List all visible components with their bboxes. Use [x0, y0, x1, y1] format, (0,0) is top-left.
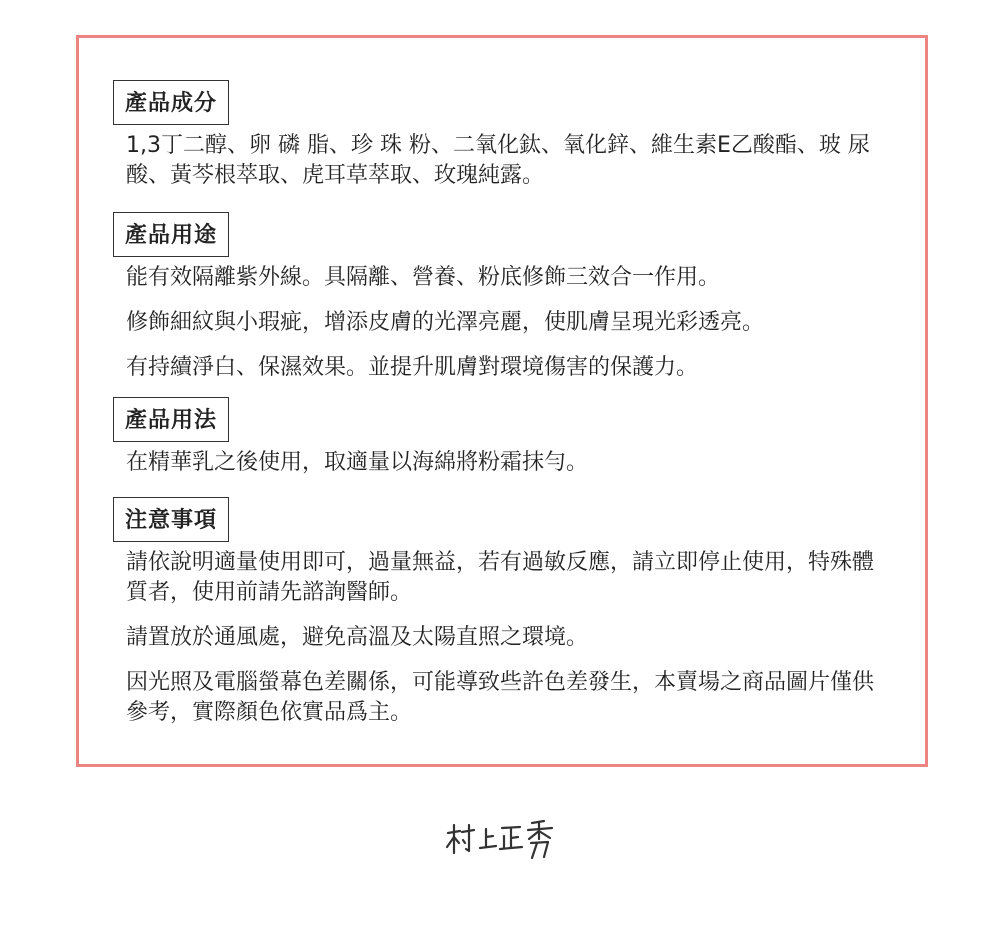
paragraph: 1,3丁二醇、卵 磷 脂、珍 珠 粉、二氧化鈦、氧化鋅、維生素E乙酸酯、玻 尿 酸、黃芩根萃取、虎耳草萃取、玫瑰純露。 [126, 133, 870, 188]
paragraph: 修飾細紋與小瑕疵，增添皮膚的光澤亮麗，使肌膚呈現光彩透亮。 [126, 310, 765, 335]
section-heading: 產品用途 [113, 212, 229, 257]
section-ingredients [113, 80, 893, 191]
section-body [126, 548, 886, 728]
paragraph: 請置放於通風處，避免高溫及太陽直照之環境。 [126, 625, 589, 650]
section-directions [113, 397, 893, 478]
section-body [126, 448, 886, 478]
paragraph: 能有效隔離紫外線。具隔離、營養、粉底修飾三效合一作用。 [126, 265, 721, 290]
section-heading: 產品用法 [113, 397, 229, 442]
section-body [126, 131, 886, 191]
paragraph: 請依說明適量使用即可，過量無益，若有過敏反應，請立即停止使用，特殊體質者，使用前請先諮詢醫師。 [126, 550, 875, 605]
section-precautions [113, 497, 893, 728]
section-heading: 產品成分 [113, 80, 229, 125]
paragraph: 有持續淨白、保濕效果。並提升肌膚對環境傷害的保護力。 [126, 355, 699, 380]
signature-logo [440, 815, 560, 865]
section-heading: 注意事項 [113, 497, 229, 542]
info-card [76, 35, 928, 767]
section-usage-purpose [113, 212, 893, 383]
paragraph: 在精華乳之後使用，取適量以海綿將粉霜抹勻。 [126, 450, 589, 475]
section-body [126, 263, 886, 383]
paragraph: 因光照及電腦螢幕色差關係，可能導致些許色差發生，本賣場之商品圖片僅供參考，實際顏色依實品爲主。 [126, 670, 875, 725]
